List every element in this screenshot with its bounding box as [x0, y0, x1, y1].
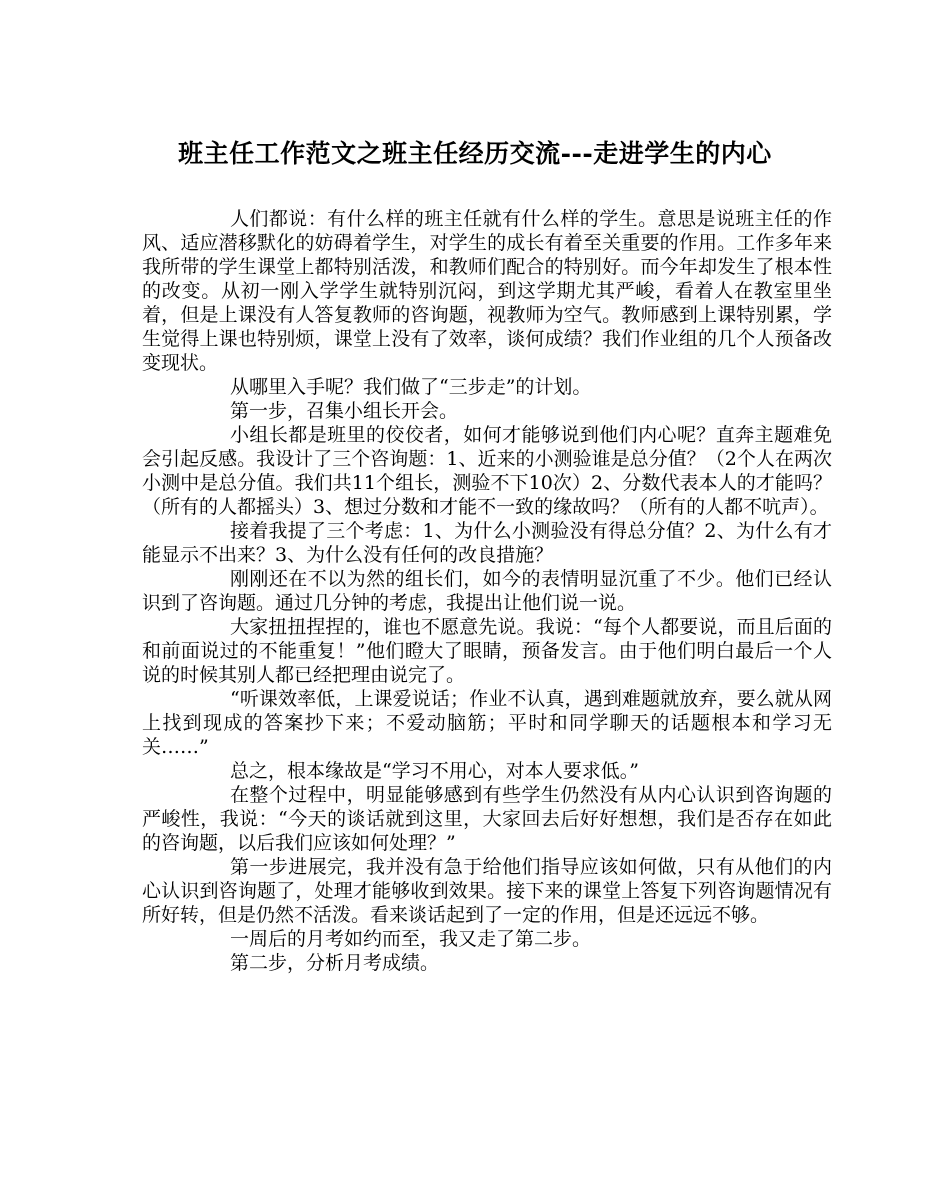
paragraph: 从哪里入手呢？我们做了“三步走”的计划。	[230, 376, 592, 398]
paragraph: 小组长都是班里的佼佼者，如何才能够说到他们内心呢？直奔主题难免会引起反感。我设计了三个咨询题：1、近来的小测验谁是总分值？（2个人在两次小测中是总分值。我们共11个组长，测验不下10次）2、分数代表本人的才能吗？（所有的人都摇头）3、想过分数和才能不一致的缘故吗？（所有的人都不吭声）。	[142, 424, 832, 518]
paragraph: 第一步，召集小组长开会。	[230, 400, 459, 422]
paragraph: 第一步进展完，我并没有急于给他们指导应该如何做，只有从他们的内心认识到咨询题了，处理才能够收到效果。接下来的课堂上答复下列咨询题情况有所好转，但是仍然不活泼。看来谈话起到了一定的作用，但是还远远不够。	[142, 856, 832, 926]
paragraph: 刚刚还在不以为然的组长们，如今的表情明显沉重了不少。他们已经认识到了咨询题。通过几分钟的考虑，我提出让他们说一说。	[142, 568, 832, 614]
document-body	[142, 207, 832, 975]
paragraph: 第二步，分析月考成绩。	[230, 952, 440, 974]
paragraph: 接着我提了三个考虑：1、为什么小测验没有得总分值？2、为什么有才能显示不出来？3、为什么没有任何的改良措施？	[142, 520, 832, 566]
paragraph: 一周后的月考如约而至，我又走了第二步。	[230, 928, 592, 950]
paragraph: 大家扭扭捏捏的，谁也不愿意先说。我说：“每个人都要说，而且后面的和前面说过的不能重复！”他们瞪大了眼睛，预备发言。由于他们明白最后一个人说的时候其别人都已经把理由说完了。	[142, 616, 832, 686]
paragraph: 总之，根本缘故是“学习不用心，对本人要求低。”	[230, 760, 639, 782]
paragraph: 人们都说：有什么样的班主任就有什么样的学生。意思是说班主任的作风、适应潜移默化的妨碍着学生，对学生的成长有着至关重要的作用。工作多年来我所带的学生课堂上都特别活泼，和教师们配合的特别好。而今年却发生了根本性的改变。从初一刚入学学生就特别沉闷，到这学期尤其严峻，看着人在教室里坐着，但是上课没有人答复教师的咨询题，视教师为空气。教师感到上课特别累，学生觉得上课也特别烦，课堂上没有了效率，谈何成绩？我们作业组的几个人预备改变现状。	[142, 208, 832, 374]
document-title: 班主任工作范文之班主任经历交流---走进学生的内心	[178, 139, 772, 168]
paragraph: 在整个过程中，明显能够感到有些学生仍然没有从内心认识到咨询题的严峻性，我说：“今天的谈话就到这里，大家回去后好好想想，我们是否存在如此的咨询题，以后我们应该如何处理？”	[142, 784, 832, 854]
paragraph: “听课效率低，上课爱说话；作业不认真，遇到难题就放弃，要么就从网上找到现成的答案抄下来；不爱动脑筋；平时和同学聊天的话题根本和学习无关……”	[142, 688, 832, 758]
